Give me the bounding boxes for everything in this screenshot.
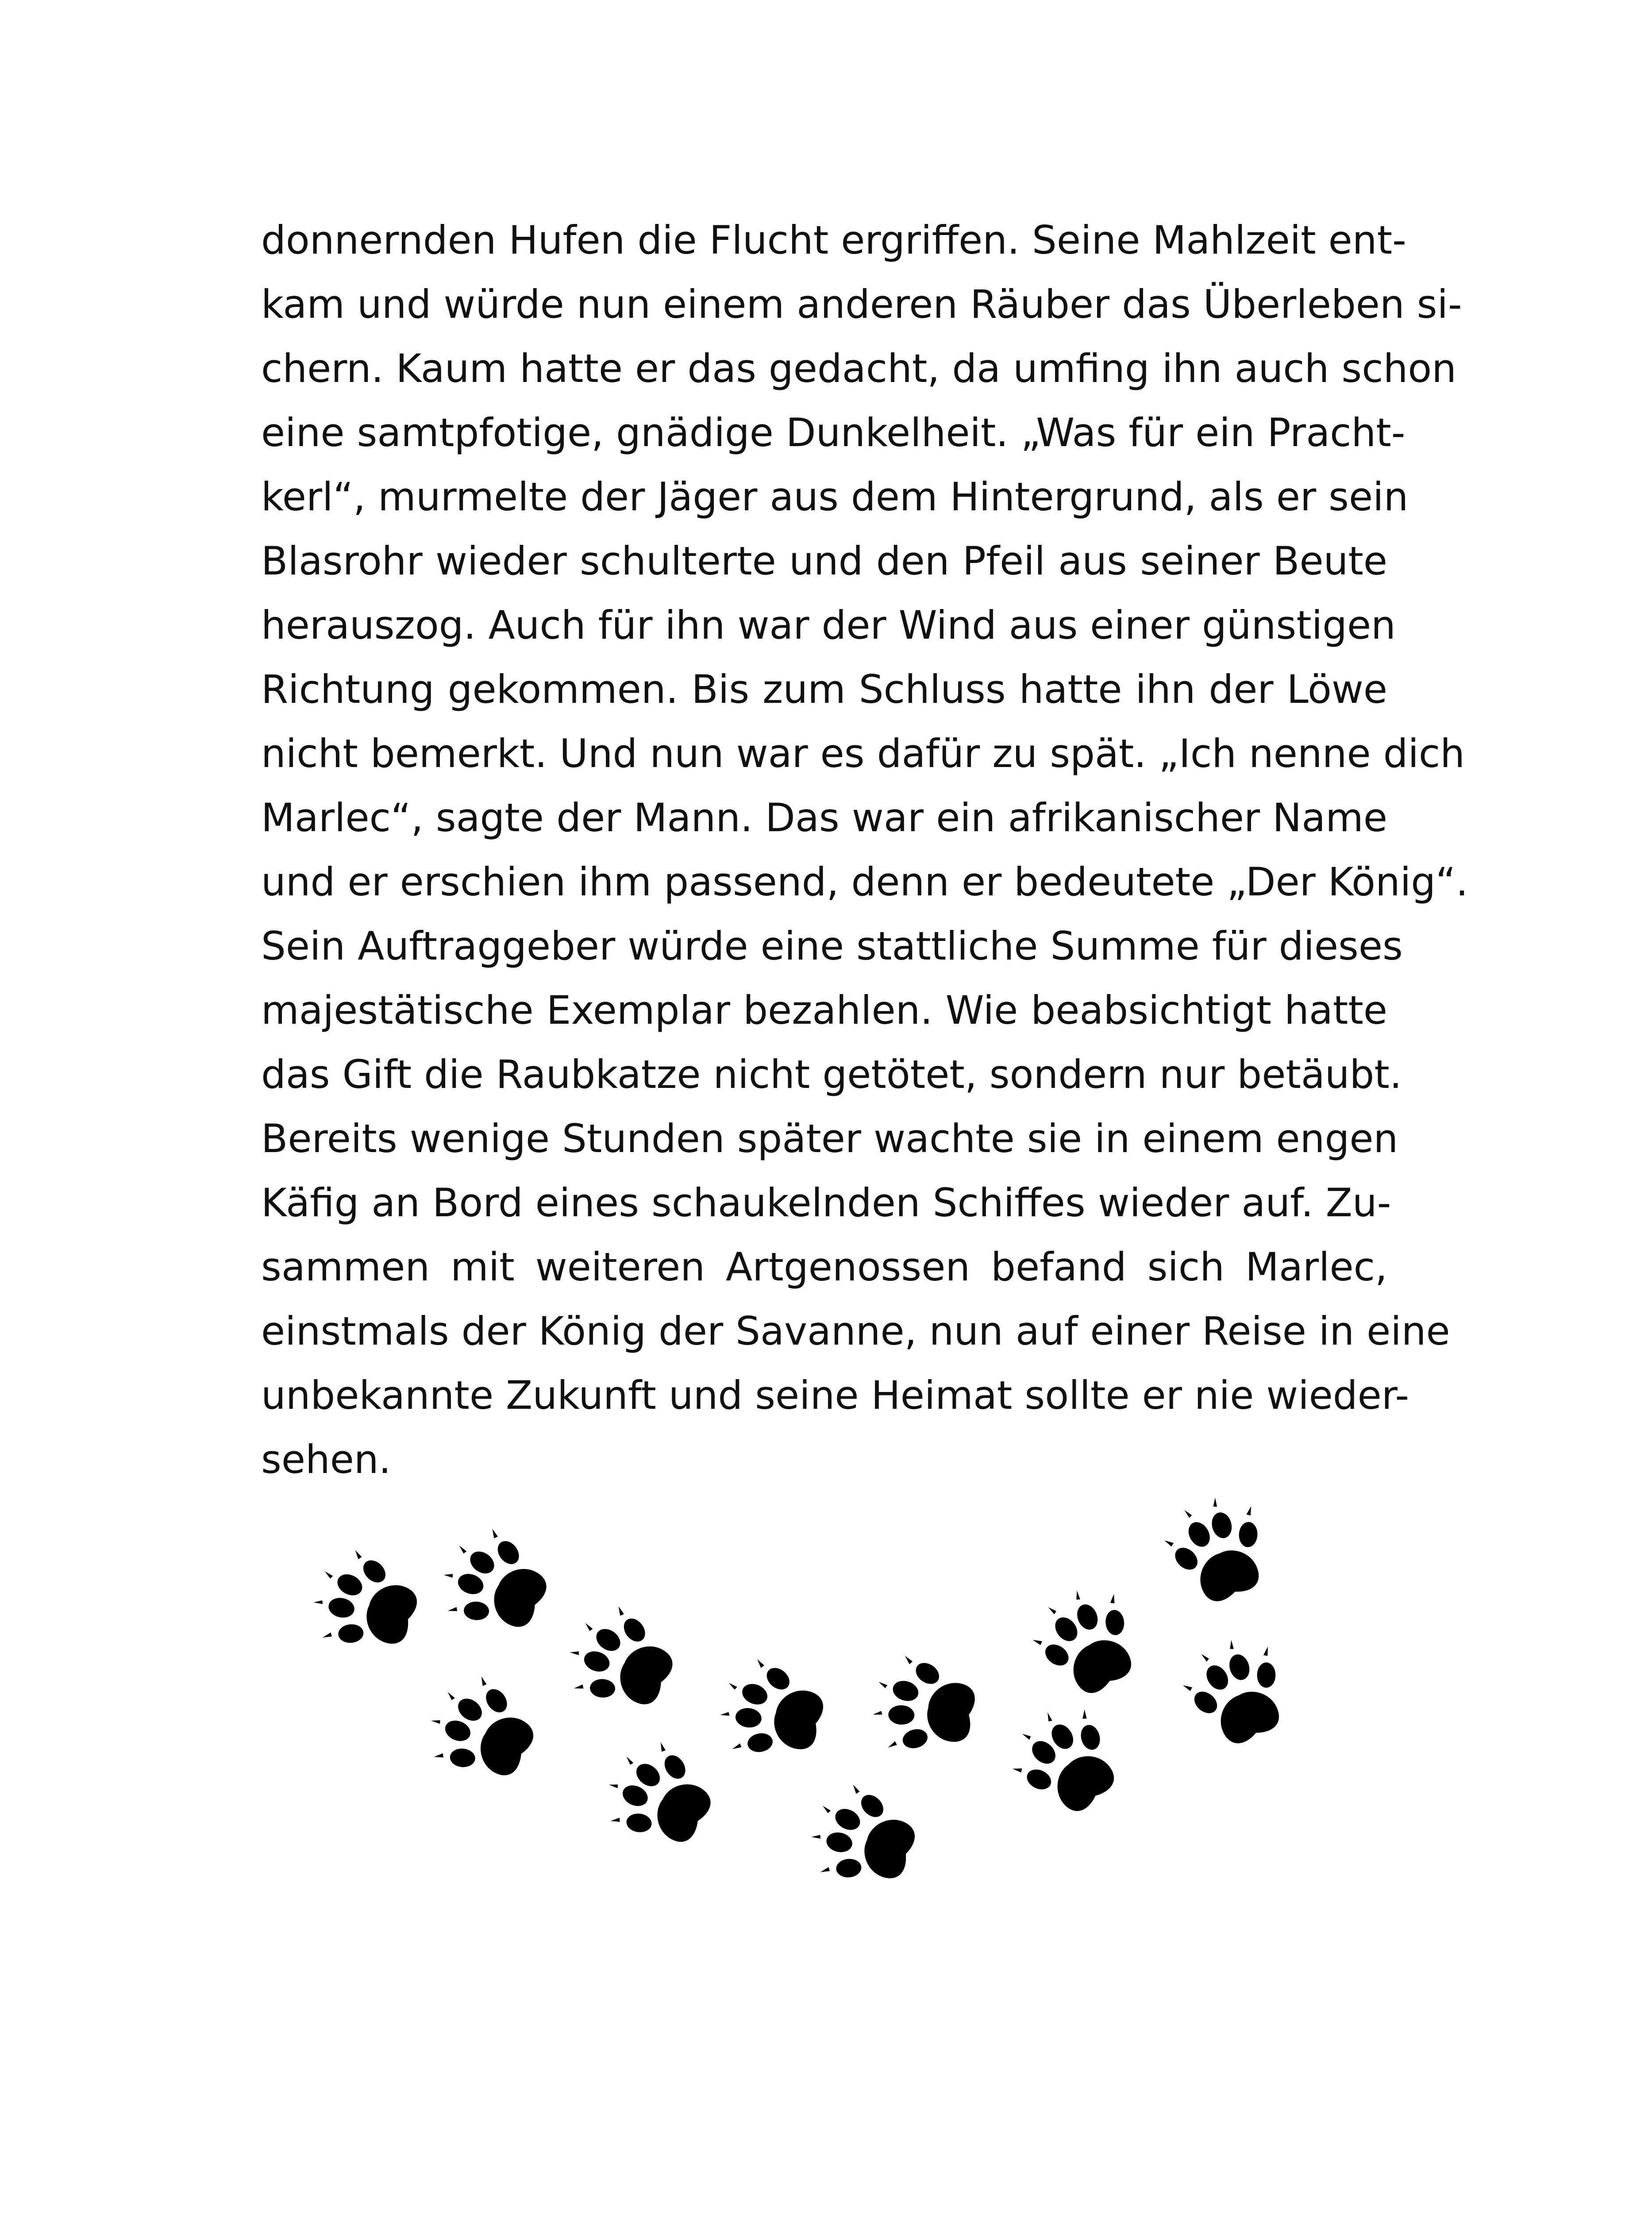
paw-print-icon bbox=[303, 1542, 427, 1664]
text-line: einstmals der König der Savanne, nun auf einer Reise in eine bbox=[261, 1308, 1450, 1354]
paw-print-icon bbox=[556, 1596, 686, 1725]
text-line: Käfig an Bord eines schaukelnden Schiffes wieder auf. Zu- bbox=[261, 1180, 1391, 1226]
text-line: sammen mit weiteren Artgenossen befand sich Marlec, bbox=[261, 1244, 1387, 1290]
body-text bbox=[261, 208, 1468, 1492]
paw-print-icon bbox=[1174, 1627, 1301, 1755]
paw-print-icon bbox=[999, 1693, 1134, 1828]
text-line: donnernden Hufen die Flucht ergriffen. Seine Mahlzeit ent- bbox=[261, 217, 1406, 263]
text-line: nicht bemerkt. Und nun war es dafür zu spät. „Ich nenne dich bbox=[261, 731, 1465, 776]
text-line: kam und würde nun einem anderen Räuber das Überleben si- bbox=[261, 281, 1462, 327]
paw-print-icon bbox=[593, 1731, 726, 1862]
text-line: Bereits wenige Stunden später wachte sie in einem engen bbox=[261, 1116, 1398, 1161]
paw-print-icon bbox=[801, 1777, 925, 1899]
text-line: Marlec“, sagte der Mann. Das war ein afrikanischer Name bbox=[261, 795, 1387, 840]
text-line: kerl“, murmelte der Jäger aus dem Hintergrund, als er sein bbox=[261, 474, 1409, 520]
text-line: chern. Kaum hatte er das gedacht, da umfing ihn auch schon bbox=[261, 346, 1457, 391]
paw-print-icon bbox=[1156, 1486, 1280, 1612]
text-line: das Gift die Raubkatze nicht getötet, sondern nur betäubt. bbox=[261, 1052, 1402, 1097]
text-line: und er erschien ihm passend, denn er bedeutete „Der König“. bbox=[261, 859, 1468, 905]
paw-print-icon bbox=[1022, 1575, 1152, 1707]
paw-print-icon bbox=[430, 1519, 560, 1647]
paw-print-icon bbox=[416, 1666, 548, 1796]
text-line: herauszog. Auch für ihn war der Wind aus einer günstigen bbox=[261, 602, 1396, 648]
text-line: Richtung gekommen. Bis zum Schluss hatte ihn der Löwe bbox=[261, 667, 1387, 712]
text-line: unbekannte Zukunft und seine Heimat sollte er nie wieder- bbox=[261, 1373, 1409, 1418]
paw-print-icon bbox=[868, 1652, 981, 1761]
text-line: sehen. bbox=[261, 1437, 391, 1482]
text-line: Sein Auftraggeber würde eine stattliche Summe für dieses bbox=[261, 923, 1403, 969]
text-line: majestätische Exemplar bezahlen. Wie beabsichtigt hatte bbox=[261, 987, 1387, 1033]
paw-print-icon bbox=[712, 1654, 832, 1770]
text-line: Blasrohr wieder schulterte und den Pfeil aus seiner Beute bbox=[261, 538, 1387, 584]
text-line: eine samtpfotige, gnädige Dunkelheit. „Was für ein Pracht- bbox=[261, 410, 1406, 455]
